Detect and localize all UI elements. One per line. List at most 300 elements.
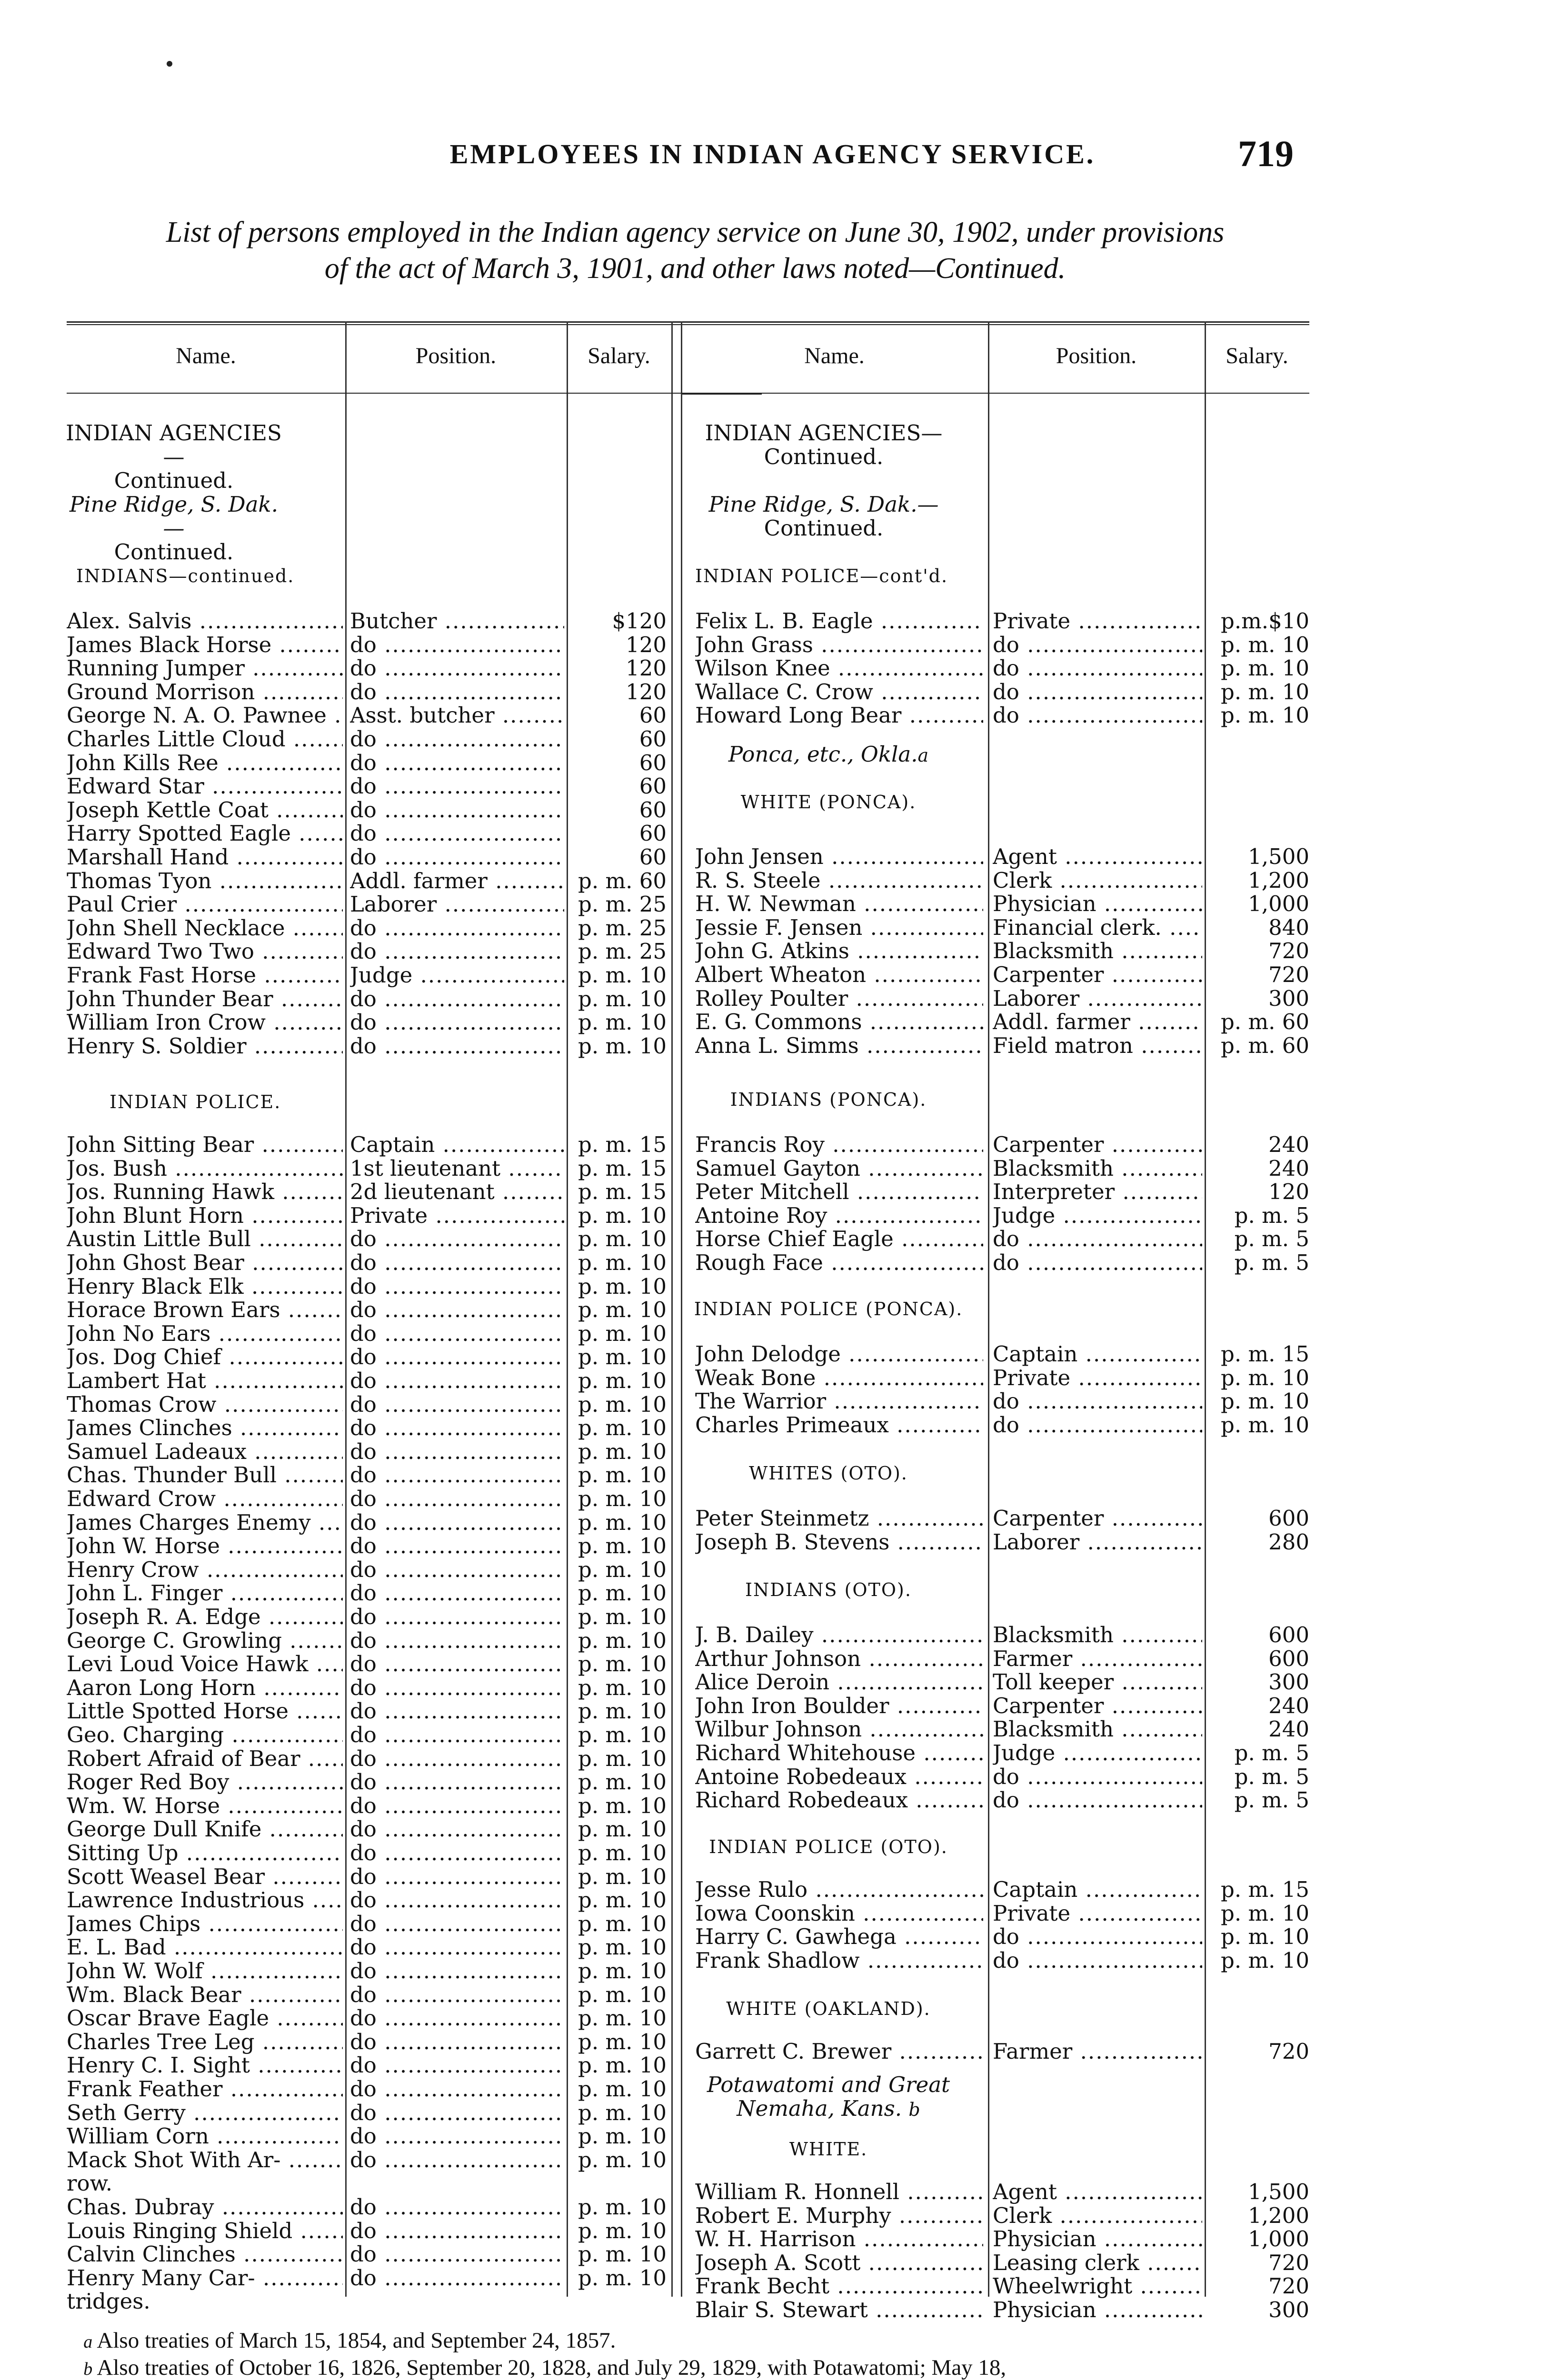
employee-salary: p. m. 10 (578, 1983, 667, 2007)
white-pot-label: WHITE. (789, 2139, 868, 2160)
employee-position-text: Blacksmith (993, 1717, 1114, 1742)
employee-name (67, 727, 343, 751)
employee-name-text: Roger Red Boy (67, 1770, 229, 1795)
employee-name-text: Joseph R. A. Edge (67, 1605, 261, 1629)
table-row (67, 2124, 1309, 2148)
footnotes (67, 2328, 1309, 2380)
employee-name (695, 1157, 983, 1180)
employee-salary: p. m. 10 (578, 1011, 667, 1035)
employee-position-text: Laborer (993, 986, 1080, 1011)
table-row (67, 727, 1309, 751)
employee-position-text: Agent (993, 2180, 1057, 2204)
employee-salary: 120 (626, 633, 667, 657)
employee-salary: p. m. 10 (1221, 704, 1309, 728)
employee-position (350, 822, 564, 845)
employee-position-text: do (350, 1959, 377, 1983)
employee-name-text: tridges. (67, 2290, 150, 2314)
employee-name-text: Joseph B. Stevens (695, 1530, 890, 1554)
employee-name-text: Scott Weasel Bear (67, 1864, 265, 1889)
footnote-text: Also treaties of October 16, 1826, September 20, 1828, and July 29, 1829, with Potawatomi; May 18, (97, 2355, 1007, 2380)
employee-salary: p. m. 10 (578, 2006, 667, 2031)
employee-position (993, 1530, 1202, 1554)
table-row (67, 2180, 1309, 2204)
employee-name-text: J. B. Dailey (695, 1623, 814, 1647)
employee-salary: p. m. 10 (578, 1888, 667, 1913)
employee-salary: p. m. 10 (1221, 1389, 1309, 1414)
agency-title-text: INDIAN AGENCIES— (66, 420, 282, 469)
employee-position (350, 2006, 564, 2030)
employee-name-text: Harry Spotted Eagle (67, 822, 291, 846)
employee-name-text: Edward Star (67, 774, 204, 799)
footnote-text: Also treaties of March 15, 1854, and September 24, 1857. (97, 2328, 616, 2353)
employee-position (993, 1507, 1202, 1530)
employee-position-text: do (350, 1817, 377, 1842)
employee-name-text: Edward Two Two (67, 940, 254, 964)
employee-position (350, 774, 564, 798)
employee-name (67, 798, 343, 822)
employee-position-text: Addl. farmer (350, 869, 488, 893)
employee-position (350, 1581, 564, 1605)
employee-name (695, 1788, 983, 1812)
employee-position (993, 2274, 1202, 2298)
column-header-position: Position. (1056, 343, 1137, 368)
employee-name (695, 2274, 983, 2298)
employee-name-text: John W. Horse (67, 1534, 220, 1558)
left-indians-label: INDIANS—continued. (76, 565, 295, 586)
employee-salary: p. m. 5 (1234, 1741, 1309, 1765)
caption-line-2: of the act of March 3, 1901, and other laws noted—Continued. (324, 252, 1066, 285)
employee-name-text: John No Ears (67, 1321, 211, 1346)
employee-position (993, 680, 1202, 704)
table-row (67, 656, 1309, 680)
employee-name (695, 869, 983, 892)
employee-position-text: do (350, 751, 377, 775)
footnote-ref: a (917, 745, 929, 766)
employee-name-text: John Shell Necklace (67, 916, 285, 940)
employee-salary: p. m. 10 (578, 1416, 667, 1440)
table-row (67, 916, 1309, 940)
employee-name-text: Marshall Hand (67, 845, 229, 869)
employee-salary: p. m. 25 (578, 940, 667, 964)
employee-name-text: Thomas Tyon (67, 869, 212, 893)
employee-salary: p. m. 15 (1221, 1342, 1309, 1366)
employee-name-text: Louis Ringing Shield (67, 2219, 293, 2243)
employee-salary: p. m. 10 (578, 2101, 667, 2125)
employee-position-text: do (350, 1227, 377, 1251)
employee-name-text: Frank Fast Horse (67, 963, 257, 987)
employee-name (695, 1342, 983, 1366)
employee-name-text: The Warrior (695, 1389, 827, 1414)
employee-name-text: Horace Brown Ears (67, 1298, 280, 1322)
employee-name-text: George N. A. O. Pawnee (67, 704, 327, 728)
employee-name-text: Howard Long Bear (695, 704, 902, 728)
table-row (67, 1180, 1309, 1204)
employee-position (350, 2101, 564, 2125)
employee-name-text: Blair S. Stewart (695, 2298, 868, 2322)
employee-name (67, 1440, 343, 1464)
employee-position-text: do (350, 1321, 377, 1346)
caption-line-1: List of persons employed in the Indian agency service on June 30, 1902, under provisions (166, 216, 1225, 248)
employee-name-text: Lawrence Industrious (67, 1888, 305, 1913)
employee-name-text: Garrett C. Brewer (695, 2040, 892, 2063)
employee-position (993, 1902, 1202, 1925)
employee-position-text: Private (993, 1901, 1071, 1925)
left-agency-title (62, 421, 286, 493)
employee-salary: 120 (1268, 1180, 1309, 1204)
employee-name (67, 1558, 343, 1582)
employee-position-text: Carpenter (993, 1133, 1104, 1157)
employee-salary: p. m. 25 (578, 916, 667, 940)
employee-name (695, 1741, 983, 1765)
employee-name (695, 1925, 983, 1949)
table-row (67, 1817, 1309, 1841)
employee-name (67, 2077, 343, 2101)
employee-salary: p. m. 15 (578, 1133, 667, 1157)
employee-name-text: Oscar Brave Eagle (67, 2006, 269, 2031)
employee-salary: p. m. 10 (578, 2124, 667, 2149)
employee-position-text: do (993, 1389, 1019, 1414)
indians-oto-label: INDIANS (OTO). (745, 1579, 912, 1600)
employee-position (993, 939, 1202, 963)
employee-name-text: Paul Crier (67, 892, 177, 917)
employee-position (993, 1010, 1202, 1034)
table-row (67, 963, 1309, 987)
employee-name-text: Aaron Long Horn (67, 1676, 256, 1700)
employee-position-text: do (350, 1392, 377, 1417)
employee-salary: 300 (1268, 2298, 1309, 2322)
employee-position-text: do (993, 1251, 1019, 1275)
employee-name (67, 1275, 343, 1299)
employee-salary: 300 (1268, 986, 1309, 1011)
employee-position (993, 1366, 1202, 1390)
employee-salary: p. m. 10 (1221, 1948, 1309, 1973)
employee-name-text: Wilbur Johnson (695, 1717, 862, 1742)
table-row (67, 892, 1309, 916)
employee-position-text: do (993, 1948, 1019, 1973)
employee-name-text: Wm. W. Horse (67, 1794, 220, 1818)
column-header-name: Name. (804, 343, 865, 368)
employee-salary: p. m. 10 (578, 1699, 667, 1724)
employee-position (350, 751, 564, 775)
table-row (67, 1623, 1309, 1647)
employee-position-text: do (350, 1463, 377, 1488)
employee-name-text: George C. Growling (67, 1628, 282, 1653)
employee-name-text: Albert Wheaton (695, 963, 867, 987)
employee-salary: p. m. 10 (578, 2266, 667, 2290)
employee-position (993, 1741, 1202, 1765)
employee-position-text: Field matron (993, 1033, 1133, 1058)
employee-position-text: do (350, 2077, 377, 2101)
employee-salary: p. m. 5 (1234, 1203, 1309, 1228)
employee-name-text: Charles Primeaux (695, 1413, 889, 1437)
employee-salary: p. m. 10 (578, 1864, 667, 1889)
employee-position-text: do (350, 774, 377, 799)
employee-salary: p. m. 60 (1221, 1033, 1309, 1058)
employee-position-text: Clerk (993, 868, 1052, 892)
table-row (67, 1157, 1309, 1180)
table-row (67, 2227, 1309, 2251)
employee-position-text: do (350, 1841, 377, 1865)
employee-name (695, 1204, 983, 1228)
employee-name-text: Robert Afraid of Bear (67, 1746, 300, 1771)
employee-name-text: Ground Morrison (67, 680, 255, 704)
table-row (67, 1558, 1309, 1582)
employee-salary: 240 (1268, 1694, 1309, 1718)
employee-name-text: Anna L. Simms (695, 1033, 859, 1058)
employee-position (993, 1251, 1202, 1275)
employee-position (993, 1623, 1202, 1647)
table-row (67, 1133, 1309, 1157)
employee-salary: p. m. 10 (578, 1676, 667, 1700)
employee-name (695, 1878, 983, 1902)
employee-name-text: James Chips (67, 1912, 201, 1936)
employee-position-text: do (350, 1274, 377, 1299)
employee-salary: p. m. 10 (578, 1439, 667, 1464)
employee-salary: 120 (626, 656, 667, 681)
employee-position (993, 633, 1202, 657)
table-top-rule-2 (67, 324, 1309, 325)
employee-position (993, 656, 1202, 680)
employee-salary: 60 (639, 845, 667, 869)
employee-salary: 720 (1268, 939, 1309, 963)
employee-position-text: do (350, 987, 377, 1011)
employee-salary: 240 (1268, 1717, 1309, 1742)
employee-name (695, 2180, 983, 2204)
employee-position-text: do (350, 1011, 377, 1035)
employee-position-text: Laborer (350, 892, 437, 917)
employee-name-text: John Ghost Bear (67, 1251, 244, 1275)
table-row (67, 798, 1309, 822)
employee-name (695, 1694, 983, 1718)
table-row (67, 987, 1309, 1011)
employee-position (993, 2180, 1202, 2204)
employee-salary: p. m. 10 (578, 1841, 667, 1865)
employee-position-text: do (350, 2006, 377, 2031)
employee-salary: p. m. 10 (1221, 1413, 1309, 1437)
employee-name (67, 2101, 343, 2125)
employee-name-text: Mack Shot With Ar- (67, 2148, 281, 2172)
column-header-name: Name. (176, 343, 236, 368)
employee-position-text: do (350, 2148, 377, 2172)
employee-name (695, 1647, 983, 1671)
employee-name-text: Arthur Johnson (695, 1646, 861, 1671)
employee-position-text: Private (993, 1366, 1071, 1390)
employee-salary: 60 (639, 751, 667, 775)
employee-name-text: Wallace C. Crow (695, 680, 873, 704)
employee-position-text: do (350, 2219, 377, 2243)
employee-position-text: do (350, 1746, 377, 1771)
employee-position-text: do (350, 1034, 377, 1058)
employee-name-text: Antoine Roy (695, 1203, 827, 1228)
right-agency-title (681, 421, 967, 469)
employee-name-text: Henry S. Soldier (67, 1034, 247, 1058)
employee-name (67, 1983, 343, 2007)
employee-salary: p. m. 15 (578, 1156, 667, 1180)
employee-position (993, 1647, 1202, 1671)
employee-position-text: Judge (350, 963, 413, 987)
table-row (67, 2006, 1309, 2030)
employee-salary: p. m. 10 (578, 1581, 667, 1606)
employee-position-text: do (993, 1765, 1019, 1789)
employee-name-text: Jos. Bush (67, 1156, 167, 1180)
employee-position-text: Butcher (350, 609, 437, 633)
employee-salary: p. m. 10 (578, 1959, 667, 1983)
employee-name (695, 1530, 983, 1554)
employee-position-text: do (993, 633, 1019, 657)
employee-name (695, 680, 983, 704)
employee-name (67, 751, 343, 775)
agency-cont-text: Continued. (764, 444, 884, 469)
employee-salary: 600 (1268, 1623, 1309, 1647)
sub-title-text: Pine Ridge, S. Dak.— (708, 492, 939, 517)
page-number: 719 (1238, 133, 1294, 174)
table-row (67, 1694, 1309, 1718)
employee-position (993, 2298, 1202, 2322)
employee-position (993, 1034, 1202, 1058)
employee-position (993, 1694, 1202, 1718)
employee-name-text: Jos. Dog Chief (67, 1345, 221, 1369)
employee-position-text: do (350, 2101, 377, 2125)
employee-name-text: Richard Robedeaux (695, 1788, 908, 1813)
employee-position (993, 1765, 1202, 1789)
employee-position (350, 2077, 564, 2101)
employee-position-text: Addl. farmer (993, 1010, 1130, 1034)
white-ponca-label: WHITE (PONCA). (740, 792, 917, 813)
employee-name-text: Little Spotted Horse (67, 1699, 289, 1724)
employee-name-text: Henry C. I. Sight (67, 2053, 250, 2078)
employee-salary: p. m. 10 (578, 1770, 667, 1795)
table-row (67, 1010, 1309, 1034)
employee-name (695, 1670, 983, 1694)
employee-position (993, 1204, 1202, 1228)
employee-position-text: do (350, 1628, 377, 1653)
employee-position-text: do (350, 1557, 377, 1582)
employee-name-text: Weak Bone (695, 1366, 816, 1390)
employee-salary: p. m. 10 (578, 1321, 667, 1346)
employee-name-text: Charles Tree Leg (67, 2030, 255, 2054)
employee-name (67, 1581, 343, 1605)
employee-position-text: 2d lieutenant (350, 1180, 495, 1204)
table-row (67, 1440, 1309, 1464)
right-sub-title (681, 493, 967, 540)
employee-position-text: Physician (993, 2227, 1096, 2251)
employee-salary: 1,500 (1248, 2180, 1309, 2204)
employee-position-text: do (350, 1676, 377, 1700)
agency-cont-text: Continued. (114, 468, 234, 493)
footnote-b (67, 2355, 1309, 2380)
employee-name (695, 1413, 983, 1437)
employee-salary: p. m. 5 (1234, 1227, 1309, 1251)
employee-position-text: do (350, 1699, 377, 1724)
employee-salary: 720 (1268, 2274, 1309, 2299)
employee-salary: p. m. 10 (578, 2053, 667, 2078)
employee-salary: 60 (639, 822, 667, 846)
employee-position (350, 1841, 564, 1865)
employee-name (695, 1949, 983, 1973)
table-row (67, 845, 1309, 869)
employee-position (993, 1670, 1202, 1694)
table-row (67, 1251, 1309, 1275)
employee-name-text: Wm. Black Bear (67, 1983, 241, 2007)
employee-name-text: Peter Steinmetz (695, 1507, 869, 1530)
employee-position-text: Blacksmith (993, 1623, 1114, 1647)
employee-name-text: E. G. Commons (695, 1010, 862, 1034)
employee-name-text: W. H. Harrison (695, 2227, 856, 2251)
employee-name-text: Geo. Charging (67, 1723, 224, 1747)
employee-position (350, 1275, 564, 1299)
employee-position-text: do (350, 845, 377, 869)
employee-name-text: Chas. Dubray (67, 2195, 214, 2219)
employee-salary: 60 (639, 727, 667, 751)
employee-position-text: do (350, 2266, 377, 2290)
employee-position (993, 1925, 1202, 1949)
employee-name-text: Richard Whitehouse (695, 1741, 916, 1765)
employee-name-text: John Jensen (695, 845, 824, 869)
employee-salary: 60 (639, 798, 667, 822)
employee-name (695, 1227, 983, 1251)
employee-salary: 720 (1268, 2251, 1309, 2275)
employee-position-text: do (350, 1723, 377, 1747)
employee-name-text: Iowa Coonskin (695, 1901, 855, 1925)
employee-position (993, 2251, 1202, 2275)
employee-salary: p. m. 10 (578, 963, 667, 987)
employee-name (67, 2148, 343, 2172)
employee-position (993, 1157, 1202, 1180)
employee-name (695, 1507, 983, 1530)
employee-position-text: do (993, 1925, 1019, 1949)
employee-position (993, 892, 1202, 916)
employee-salary: p. m. 10 (578, 2195, 667, 2219)
employee-position-text: Carpenter (993, 1507, 1104, 1530)
table-row (67, 1227, 1309, 1251)
table-row (67, 1878, 1309, 1902)
employee-position-text: do (350, 1510, 377, 1535)
employee-position-text: Financial clerk. (993, 915, 1162, 940)
employee-salary: p. m. 60 (1221, 1010, 1309, 1034)
employee-position (350, 727, 564, 751)
employee-position-text: do (350, 1864, 377, 1889)
employee-position-text: Asst. butcher (350, 704, 495, 728)
employee-name (695, 2251, 983, 2275)
employee-position (350, 1817, 564, 1841)
employee-name (67, 1817, 343, 1841)
employee-salary: p. m. 10 (578, 1557, 667, 1582)
employee-position-text: do (350, 1983, 377, 2007)
table-row (67, 1983, 1309, 2007)
employee-salary: 280 (1268, 1530, 1309, 1554)
employee-salary: p. m. 10 (578, 1487, 667, 1511)
employee-name (67, 2124, 343, 2148)
employee-name-text: Seth Gerry (67, 2101, 186, 2125)
footnote-mark: a (83, 2332, 93, 2352)
employee-name-text: William Iron Crow (67, 1011, 266, 1035)
employee-position-text: do (993, 704, 1019, 728)
table-row (67, 1342, 1309, 1366)
table-row (67, 1507, 1309, 1530)
employee-salary: p. m. 10 (1221, 1925, 1309, 1949)
employee-position-text: do (350, 1935, 377, 1960)
employee-position (993, 2204, 1202, 2228)
employee-name (695, 1623, 983, 1647)
table-row (67, 1670, 1309, 1694)
table-row (67, 751, 1309, 775)
employee-position-text: Carpenter (993, 1694, 1104, 1718)
employee-name-text: Running Jumper (67, 656, 245, 681)
table-row (67, 822, 1309, 845)
table-row (67, 680, 1309, 704)
employee-position (993, 1389, 1202, 1413)
employee-position-text: do (350, 1369, 377, 1393)
